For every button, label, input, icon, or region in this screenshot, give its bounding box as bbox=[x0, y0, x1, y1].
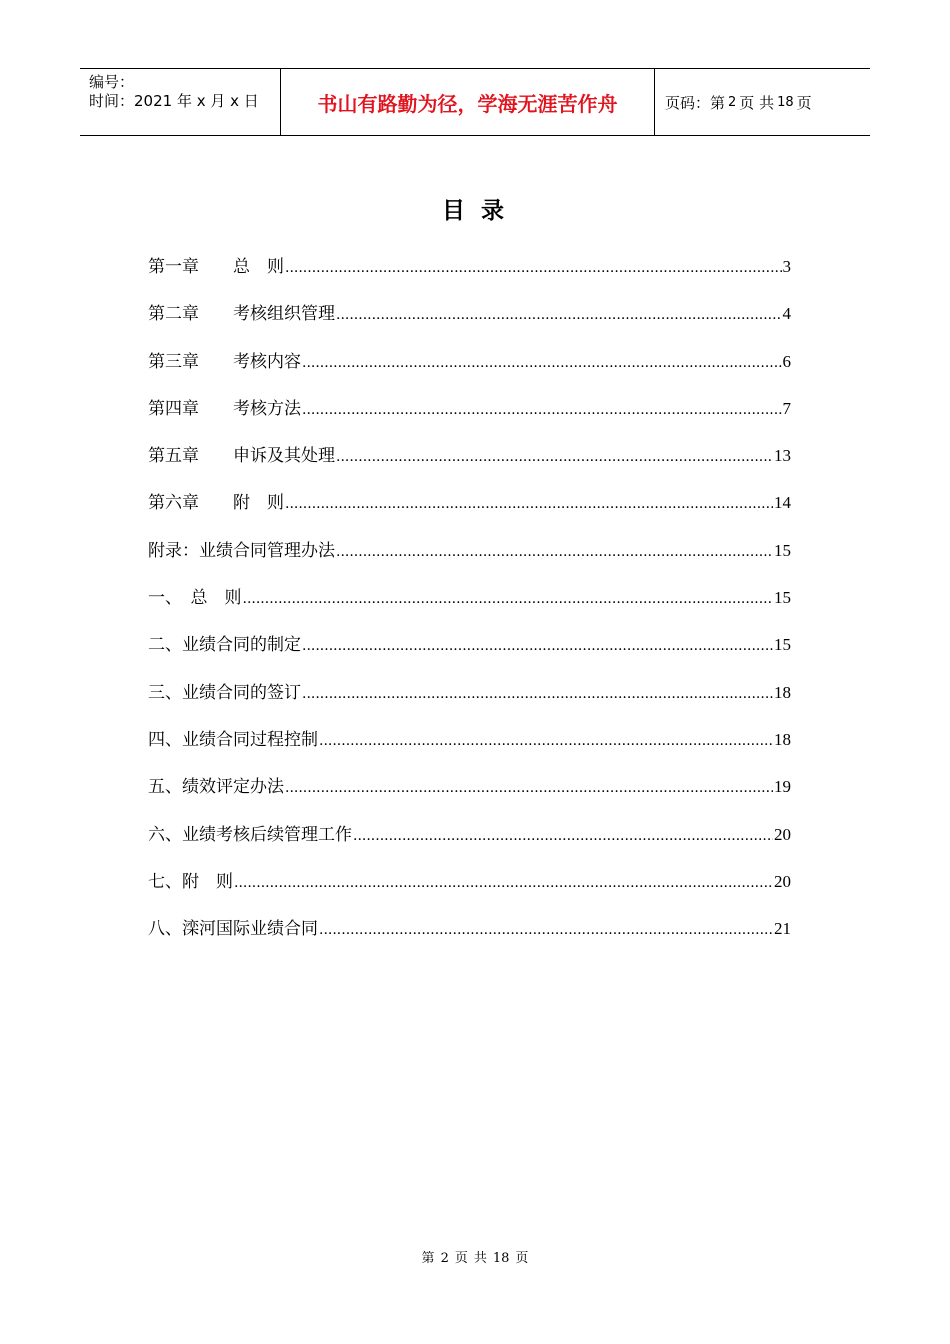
toc-entry-page: 13 bbox=[774, 446, 791, 466]
toc-entry[interactable] bbox=[148, 538, 791, 585]
toc-entry[interactable] bbox=[148, 301, 791, 348]
footer-mid2: 共 bbox=[473, 1251, 487, 1266]
time-value: 2021 年 x 月 x 日 bbox=[134, 92, 259, 110]
toc-dot-leader bbox=[353, 823, 773, 849]
toc-entry-page: 15 bbox=[774, 540, 791, 560]
page-footer bbox=[0, 1247, 950, 1266]
document-time bbox=[89, 92, 280, 111]
toc-entry-label: 附录：业绩合同管理办法 bbox=[148, 540, 335, 561]
toc-entry-label: 一、 总 则 bbox=[148, 588, 242, 609]
toc-entry[interactable] bbox=[148, 632, 791, 679]
toc-title: 目 录 bbox=[441, 198, 508, 224]
toc-entry-label: 七、附 则 bbox=[148, 871, 233, 892]
toc-entry-page: 21 bbox=[774, 919, 791, 939]
toc-entry[interactable] bbox=[148, 822, 791, 869]
toc-dot-leader bbox=[336, 444, 773, 470]
toc-entry-label: 四、业绩合同过程控制 bbox=[148, 729, 318, 750]
toc-entry-page: 15 bbox=[774, 588, 791, 608]
header-page-current: 2 bbox=[728, 94, 737, 110]
toc-entry-label: 第六章 附 则 bbox=[148, 493, 284, 514]
toc-entry[interactable] bbox=[148, 585, 791, 632]
toc-entry-page: 20 bbox=[774, 871, 791, 891]
toc-dot-leader bbox=[234, 870, 773, 896]
toc-dot-leader bbox=[302, 633, 773, 659]
toc-entry[interactable] bbox=[148, 254, 791, 301]
toc-entry[interactable] bbox=[148, 774, 791, 821]
toc-dot-leader bbox=[302, 681, 773, 707]
toc-entry-page: 3 bbox=[782, 257, 791, 276]
toc-entry-page: 19 bbox=[774, 777, 791, 797]
toc-entry-label: 八、滦河国际业绩合同 bbox=[148, 919, 318, 940]
toc-dot-leader bbox=[336, 539, 773, 565]
toc-entry-label: 六、业绩考核后续管理工作 bbox=[148, 824, 352, 845]
footer-current: 2 bbox=[440, 1251, 449, 1266]
toc-entry-page: 6 bbox=[782, 351, 791, 371]
toc-dot-leader bbox=[319, 917, 773, 943]
toc-entry[interactable] bbox=[148, 727, 791, 774]
toc-dot-leader bbox=[285, 775, 773, 801]
footer-prefix: 第 bbox=[421, 1251, 435, 1266]
header-page-prefix: 页码：第 bbox=[665, 93, 726, 112]
toc-dot-leader bbox=[319, 728, 773, 754]
toc-dot-leader bbox=[336, 302, 782, 328]
toc-dot-leader bbox=[285, 491, 773, 517]
page-header bbox=[80, 68, 870, 136]
toc-entry[interactable] bbox=[148, 443, 791, 490]
toc-entry[interactable] bbox=[148, 396, 791, 443]
toc-entry-page: 14 bbox=[774, 493, 791, 513]
toc-entry-label: 第三章 考核内容 bbox=[148, 351, 301, 372]
toc-dot-leader bbox=[243, 586, 774, 612]
header-page-suffix: 页 bbox=[796, 93, 812, 112]
toc-dot-leader bbox=[285, 255, 782, 281]
toc-entry-label: 第一章 总 则 bbox=[148, 257, 284, 277]
document-number-label: 编号： bbox=[89, 73, 135, 91]
toc-entry-page: 4 bbox=[782, 304, 791, 324]
toc-entry-page: 18 bbox=[774, 682, 791, 702]
toc-entry-label: 五、绩效评定办法 bbox=[148, 777, 284, 798]
toc-entry-label: 第五章 申诉及其处理 bbox=[148, 446, 335, 467]
toc-entry[interactable] bbox=[148, 916, 791, 963]
header-page-total: 18 bbox=[777, 94, 794, 110]
toc-entry[interactable] bbox=[148, 349, 791, 396]
time-label: 时间： bbox=[89, 92, 135, 110]
toc-entry-label: 三、业绩合同的签订 bbox=[148, 682, 301, 703]
header-motto-cell bbox=[281, 69, 655, 135]
footer-suffix: 页 bbox=[515, 1251, 529, 1266]
toc-dot-leader bbox=[302, 397, 782, 423]
toc-entry-page: 15 bbox=[774, 635, 791, 655]
header-page-cell bbox=[655, 69, 870, 135]
toc-dot-leader bbox=[302, 350, 782, 376]
header-motto: 书山有路勤为径，学海无涯苦作舟 bbox=[317, 91, 618, 116]
footer-mid1: 页 bbox=[454, 1251, 468, 1266]
footer-total: 18 bbox=[492, 1251, 510, 1266]
header-page-mid: 页 共 bbox=[739, 93, 775, 112]
toc-entry-label: 第二章 考核组织管理 bbox=[148, 304, 335, 325]
toc-entry-page: 18 bbox=[774, 729, 791, 749]
toc-entry[interactable] bbox=[148, 869, 791, 916]
toc-entry-label: 二、业绩合同的制定 bbox=[148, 635, 301, 656]
toc-entry-page: 7 bbox=[782, 398, 791, 418]
header-meta-cell bbox=[80, 69, 281, 135]
toc-entry[interactable] bbox=[148, 490, 791, 537]
table-of-contents bbox=[148, 254, 791, 963]
toc-entry[interactable] bbox=[148, 680, 791, 727]
toc-entry-page: 20 bbox=[774, 824, 791, 844]
toc-entry-label: 第四章 考核方法 bbox=[148, 398, 301, 419]
